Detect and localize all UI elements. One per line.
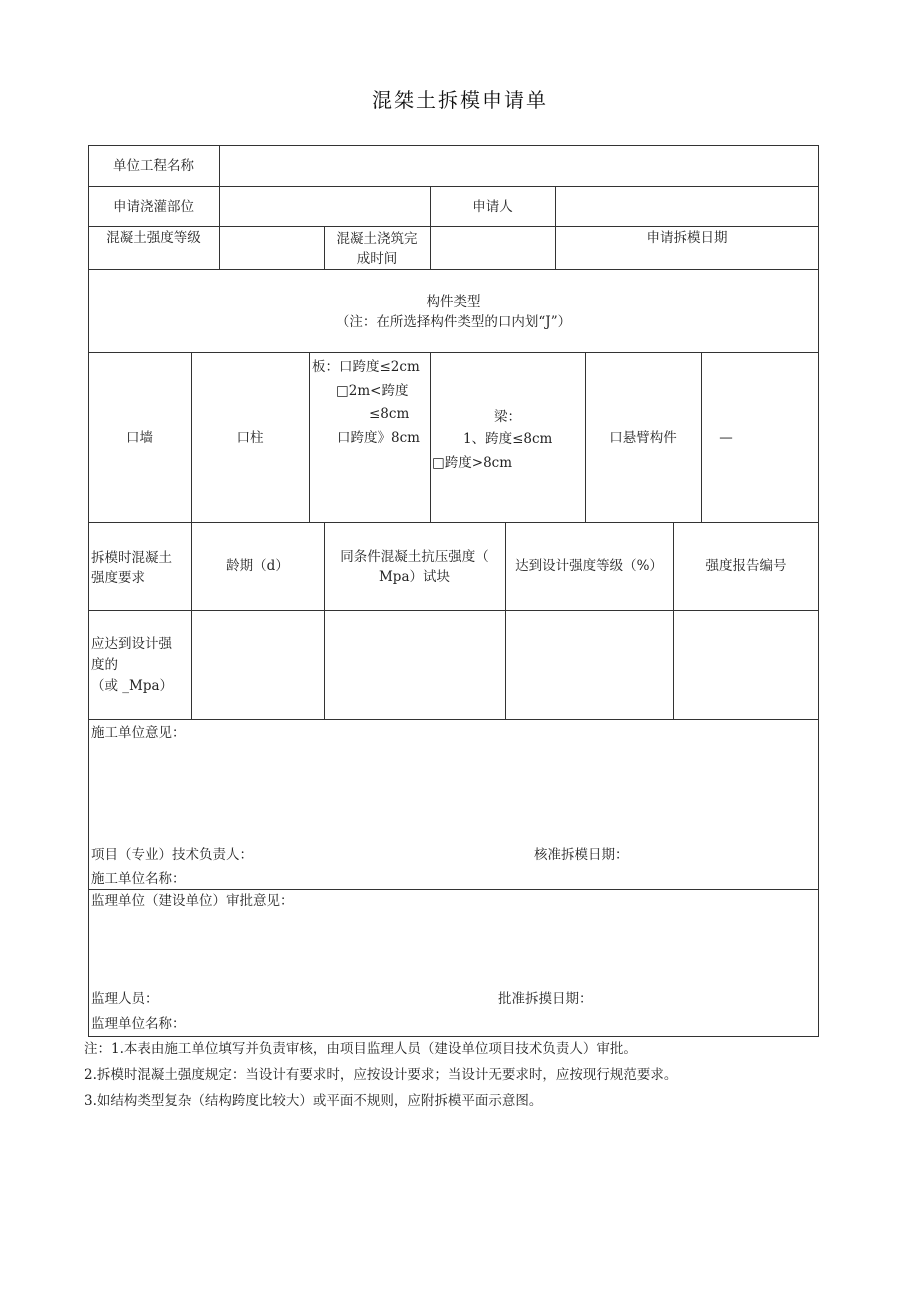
- tech-lead-label: 项目（专业）技术负责人：: [91, 847, 253, 863]
- row-divider: [88, 269, 819, 270]
- pour-done-label-line2: 成时间: [356, 251, 398, 267]
- cantilever-option[interactable]: 口悬臂构件: [609, 430, 677, 446]
- col-divider: [430, 352, 431, 522]
- col-divider: [309, 352, 310, 522]
- project-name-label: 单位工程名称: [113, 158, 194, 174]
- component-type-heading: 构件类型: [426, 294, 481, 310]
- construction-opinion-label: 施工单位意见：: [91, 725, 186, 741]
- design-strength-percent-header: 达到设计强度等级（%）: [515, 558, 663, 574]
- supervision-unit-name-label: 监理单位名称：: [91, 1016, 186, 1032]
- pour-location-field[interactable]: [220, 187, 430, 226]
- strength-requirement-label-line2: 强度要求: [91, 570, 145, 586]
- form-title: 混桀土拆模申请单: [372, 88, 548, 112]
- empty-dash: —: [719, 430, 733, 446]
- construction-unit-name-label: 施工单位名称：: [91, 871, 186, 887]
- supervision-staff-label: 监理人员：: [91, 991, 159, 1007]
- required-strength-label: 应达到设计强: [91, 636, 172, 652]
- pour-done-field[interactable]: [431, 227, 555, 269]
- applicant-field[interactable]: [556, 187, 818, 226]
- note-line: 注：1.本表由施工单位填写并负责审核，由项目监理人员（建设单位项目技术负责人）审批。: [84, 1041, 637, 1057]
- slab-option-span-2-8-line2: ≤8cm: [369, 406, 410, 422]
- required-strength-label-line2: 度的: [91, 657, 118, 673]
- required-strength-label-line3: （或 _Mpa）: [91, 678, 174, 694]
- slab-option-span-2-8[interactable]: □2m<跨度: [336, 383, 409, 399]
- row-divider: [88, 352, 819, 353]
- slab-option-span-gt-8[interactable]: 口跨度》8cm: [337, 430, 420, 446]
- beam-option-span-le-8[interactable]: 1、跨度≤8cm: [463, 431, 553, 447]
- note-line: 2.拆模时混凝土强度规定：当设计有要求时，应按设计要求；当设计无要求时，应按现行规范要求。: [84, 1067, 678, 1083]
- apply-date-label: 申请拆模日期: [646, 230, 728, 246]
- report-number-field[interactable]: [674, 611, 818, 719]
- row-divider: [88, 719, 819, 720]
- pour-location-label: 申请浇灌部位: [113, 199, 194, 215]
- pour-done-label: 混凝土浇筑完: [336, 231, 418, 247]
- report-number-header: 强度报告编号: [705, 558, 787, 574]
- row-divider: [88, 522, 819, 523]
- cube-strength-header: 同条件混凝土抗压强度（: [340, 549, 489, 565]
- slab-option-span-le-2[interactable]: 板：口跨度≤2cm: [312, 359, 420, 375]
- design-strength-percent-field[interactable]: [506, 611, 673, 719]
- cube-strength-field[interactable]: [325, 611, 505, 719]
- project-name-field[interactable]: [220, 146, 818, 186]
- supervision-opinion-label: 监理单位（建设单位）审批意见：: [91, 893, 294, 909]
- applicant-label: 申请人: [472, 199, 513, 215]
- cube-strength-header-line2: Mpa）试块: [378, 569, 450, 585]
- note-line: 3.如结构类型复杂（结构跨度比较大）或平面不规则，应附拆模平面示意图。: [84, 1093, 543, 1109]
- column-option[interactable]: 口柱: [236, 430, 264, 446]
- wall-option[interactable]: 口墙: [126, 430, 153, 446]
- row-divider: [88, 889, 819, 890]
- strength-requirement-label: 拆模时混凝土: [91, 550, 172, 566]
- age-days-header: 龄期（d）: [226, 558, 289, 574]
- age-days-field[interactable]: [192, 611, 324, 719]
- strength-grade-field[interactable]: [220, 227, 324, 269]
- approved-removal-date-label: 批准拆摸日期：: [498, 991, 593, 1007]
- beam-label: 梁：: [494, 409, 521, 425]
- component-type-note: （注：在所选择构件类型的口内划“J”）: [335, 314, 572, 330]
- strength-grade-label: 混凝土强度等级: [106, 230, 201, 246]
- approve-removal-date-label: 核准拆模日期：: [534, 847, 629, 863]
- beam-option-span-gt-8[interactable]: □跨度>8cm: [432, 455, 513, 471]
